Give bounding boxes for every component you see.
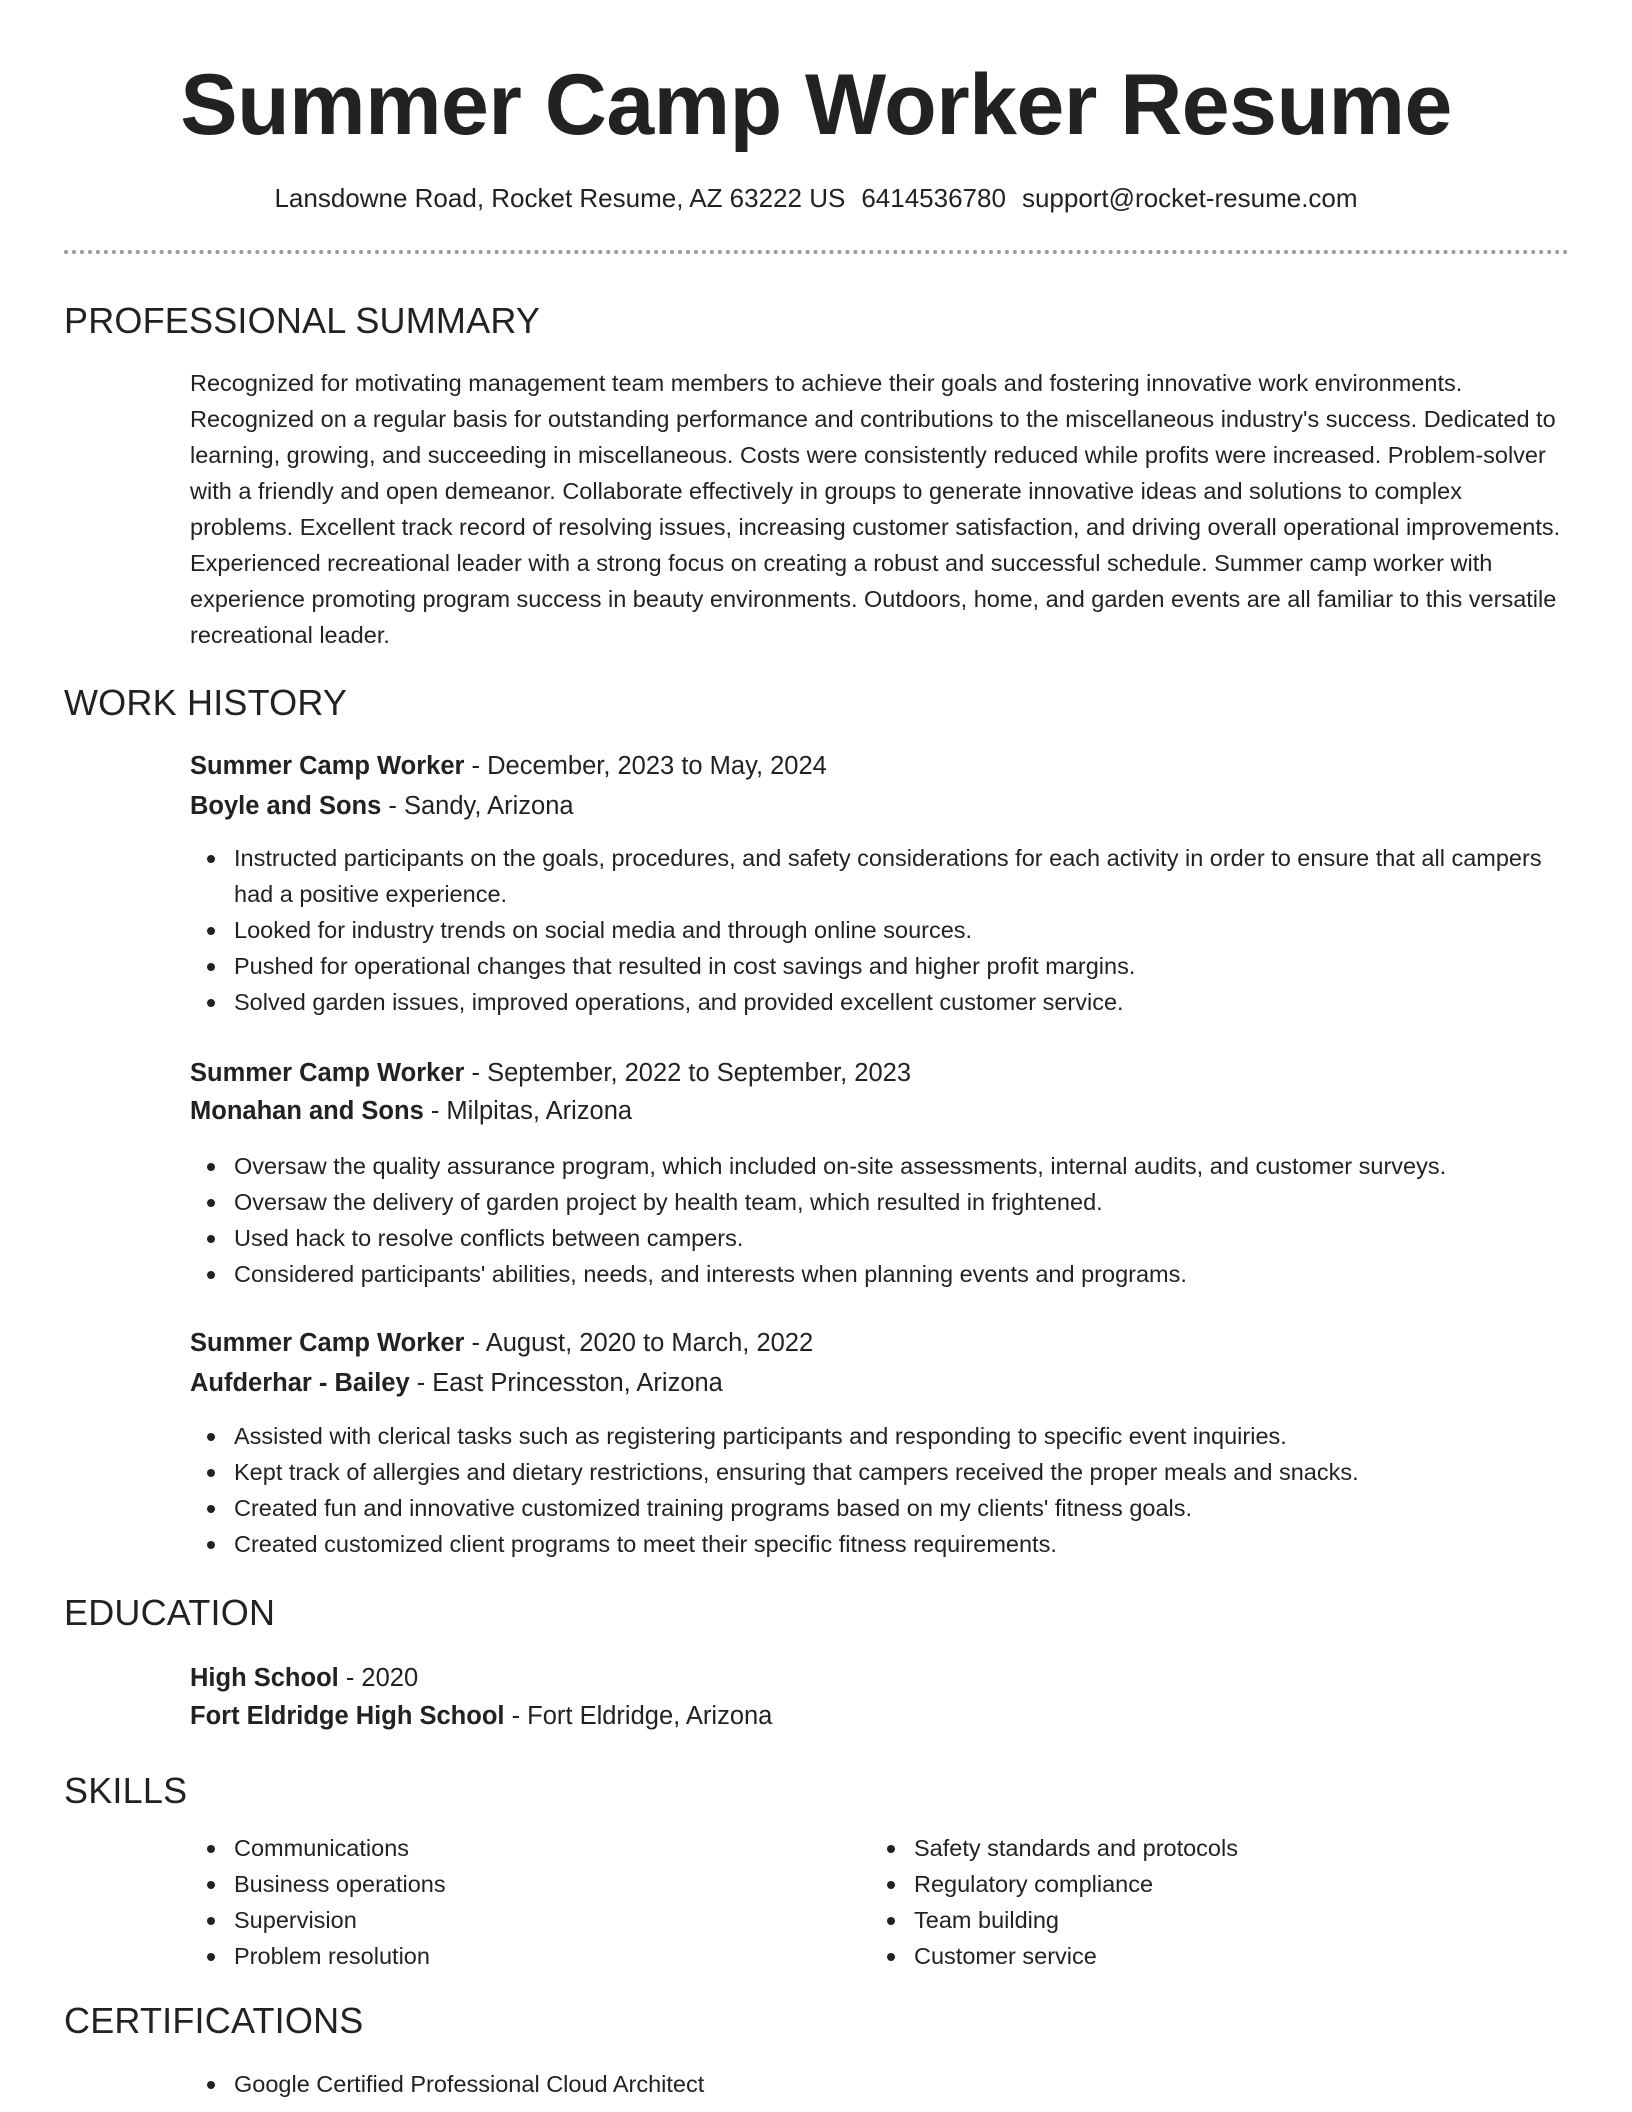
certifications-heading: CERTIFICATIONS xyxy=(64,2000,364,2041)
job-bullets xyxy=(190,1148,1565,1292)
list-item: Created fun and innovative customized training programs based on my clients' fitness goals. xyxy=(190,1490,1565,1526)
skills-heading: SKILLS xyxy=(64,1770,188,1811)
skill-item: Communications xyxy=(190,1830,1565,1866)
job-location: - East Princesston, Arizona xyxy=(409,1369,723,1397)
education-year: - 2020 xyxy=(338,1664,419,1692)
list-item: Looked for industry trends on social media and through online sources. xyxy=(190,912,1565,948)
job-bullets xyxy=(190,1418,1565,1562)
job-company: Aufderhar - Bailey xyxy=(190,1369,410,1397)
contact-line xyxy=(0,178,1632,218)
list-item: Oversaw the quality assurance program, which included on-site assessments, internal audits, and customer surveys. xyxy=(190,1148,1565,1184)
job-company-line xyxy=(190,1093,1565,1129)
education-location: - Fort Eldridge, Arizona xyxy=(504,1702,773,1730)
summary-heading: PROFESSIONAL SUMMARY xyxy=(64,300,541,341)
job-bullets xyxy=(190,840,1565,1020)
job-company: Monahan and Sons xyxy=(190,1097,424,1125)
certification-item: Google Certified Professional Cloud Architect xyxy=(190,2066,1565,2102)
summary-text: Recognized for motivating management team members to achieve their goals and fostering innovative work environments. Recognized on a regular basis for outstanding performance and contributions to the miscellaneous industry's success. Dedicated to learning, growing, and succeeding in miscellaneous. Costs were consistently reduced while profits were increased. Problem-solver with a friendly and open demeanor. Collaborate effectively in groups to generate innovative ideas and solutions to complex problems. Excellent track record of resolving issues, increasing customer satisfaction, and driving overall operational improvements. Experienced recreational leader with a strong focus on creating a robust and successful schedule. Summer camp worker with experience promoting program success in beauty environments. Outdoors, home, and garden events are all familiar to this versatile recreational leader. xyxy=(190,370,1561,648)
job-title-line xyxy=(190,1055,1565,1091)
list-item: Assisted with clerical tasks such as registering participants and responding to specific event inquiries. xyxy=(190,1418,1565,1454)
skill-item: Business operations xyxy=(190,1866,1565,1902)
skill-item: Safety standards and protocols xyxy=(870,1830,1632,1866)
job-company: Boyle and Sons xyxy=(190,792,382,820)
job-title-line xyxy=(190,748,1565,784)
certifications-list xyxy=(190,2066,1565,2102)
list-item: Pushed for operational changes that resulted in cost savings and higher profit margins. xyxy=(190,948,1565,984)
job-title: Summer Camp Worker xyxy=(190,752,465,780)
education-school-line xyxy=(190,1698,1565,1734)
job-title: Summer Camp Worker xyxy=(190,1329,465,1357)
skills-list-right xyxy=(870,1830,1632,1974)
contact-email: support@rocket-resume.com xyxy=(1021,183,1358,213)
job-company-line xyxy=(190,1365,1565,1401)
job-location: - Milpitas, Arizona xyxy=(423,1097,633,1125)
contact-address: Lansdowne Road, Rocket Resume, AZ 63222 US xyxy=(274,183,846,213)
list-item: Created customized client programs to meet their specific fitness requirements. xyxy=(190,1526,1565,1562)
work-history-heading: WORK HISTORY xyxy=(64,682,348,723)
list-item: Oversaw the delivery of garden project by health team, which resulted in frightened. xyxy=(190,1184,1565,1220)
contact-phone: 6414536780 xyxy=(861,183,1006,213)
list-item: Solved garden issues, improved operations, and provided excellent customer service. xyxy=(190,984,1565,1020)
resume-title: Summer Camp Worker Resume xyxy=(180,57,1452,153)
education-heading: EDUCATION xyxy=(64,1592,276,1633)
education-degree-line xyxy=(190,1660,1565,1696)
education-degree: High School xyxy=(190,1664,339,1692)
job-dates: - September, 2022 to September, 2023 xyxy=(464,1059,912,1087)
job-title-line xyxy=(190,1325,1565,1361)
job-company-line xyxy=(190,788,1565,824)
skill-item: Problem resolution xyxy=(190,1938,1565,1974)
list-item: Used hack to resolve conflicts between campers. xyxy=(190,1220,1565,1256)
job-location: - Sandy, Arizona xyxy=(381,792,574,820)
education-school: Fort Eldridge High School xyxy=(190,1702,505,1730)
list-item: Instructed participants on the goals, procedures, and safety considerations for each activity in order to ensure that all campers had a positive experience. xyxy=(190,840,1565,912)
list-item: Considered participants' abilities, needs, and interests when planning events and programs. xyxy=(190,1256,1565,1292)
list-item: Kept track of allergies and dietary restrictions, ensuring that campers received the proper meals and snacks. xyxy=(190,1454,1565,1490)
skill-item: Regulatory compliance xyxy=(870,1866,1632,1902)
skill-item: Supervision xyxy=(190,1902,1565,1938)
header-divider xyxy=(64,250,1569,254)
job-dates: - December, 2023 to May, 2024 xyxy=(464,752,827,780)
job-dates: - August, 2020 to March, 2022 xyxy=(464,1329,814,1357)
job-title: Summer Camp Worker xyxy=(190,1059,465,1087)
skill-item: Customer service xyxy=(870,1938,1632,1974)
skill-item: Team building xyxy=(870,1902,1632,1938)
